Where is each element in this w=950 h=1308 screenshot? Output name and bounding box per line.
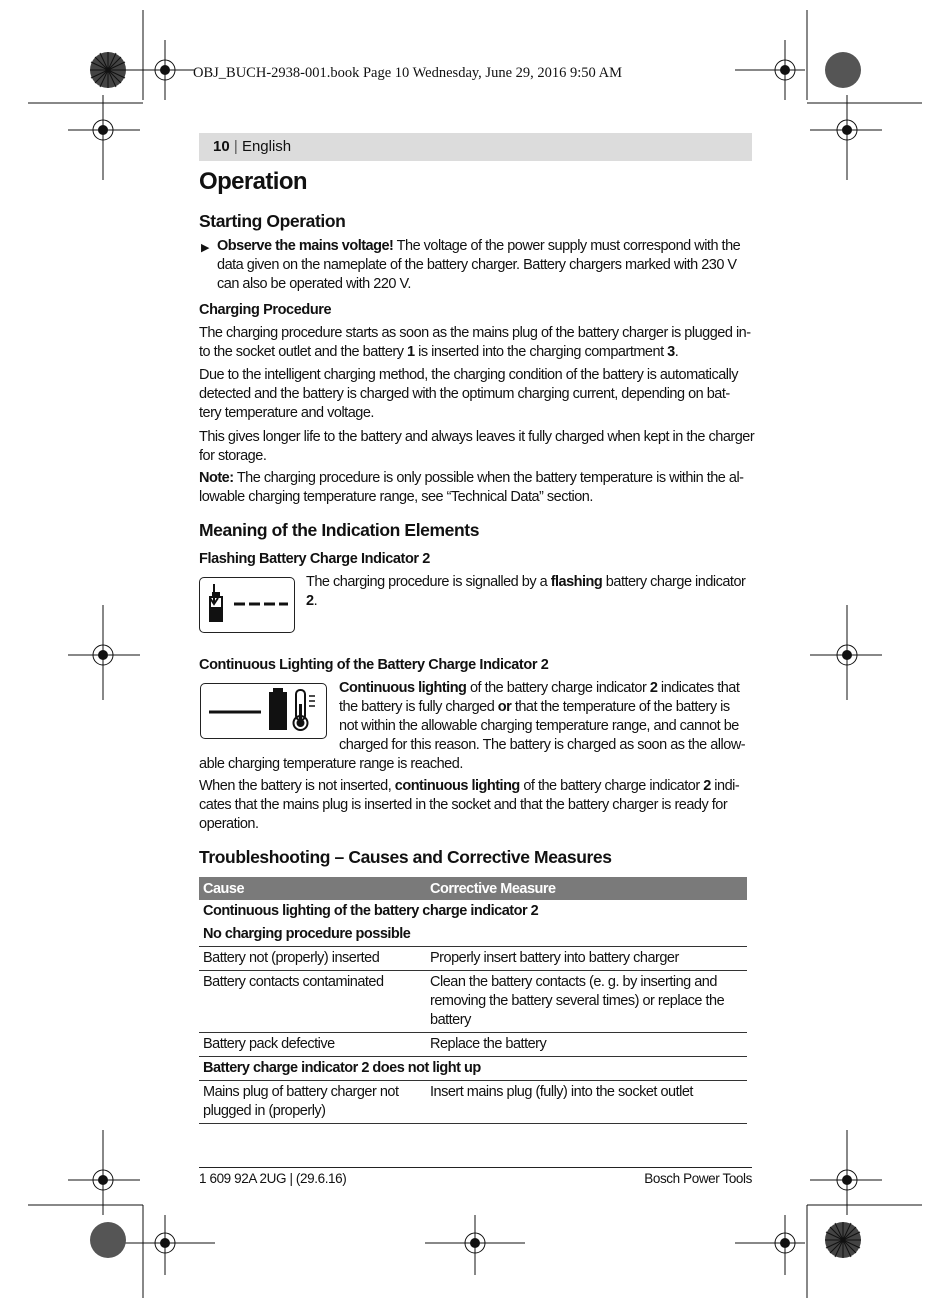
flashing-battery-indicator-icon bbox=[199, 577, 295, 633]
page-number: 10 bbox=[213, 138, 230, 155]
table-row: Battery pack defective Replace the battery bbox=[199, 1033, 747, 1057]
continuous-indicator-heading: Continuous Lighting of the Battery Charge Indicator 2 bbox=[199, 657, 549, 673]
bullet-text: Observe the mains voltage! The voltage of the power supply must correspond with the data given on the nameplate of the battery charger. Battery chargers marked with 230 V can also be operated with 220 V. bbox=[217, 238, 741, 292]
header-separator: | bbox=[233, 138, 238, 155]
table-row: Battery not (properly) inserted Properly insert battery into battery charger bbox=[199, 947, 747, 971]
print-slug: OBJ_BUCH-2938-001.book Page 10 Wednesday, June 29, 2016 9:50 AM bbox=[193, 65, 622, 81]
charging-procedure-heading: Charging Procedure bbox=[199, 302, 332, 318]
page-header-bar bbox=[199, 133, 752, 161]
continuous-indicator-text-end: able charging temperature range is reached. bbox=[199, 756, 463, 772]
charging-note: Note: The charging procedure is only possible when the battery temperature is within the al- lowable charging temperature range, see “Technical Data” section. bbox=[199, 470, 744, 505]
footer-document-code: 1 609 92A 2UG | (29.6.16) bbox=[199, 1171, 347, 1186]
table-row: Battery contacts contaminated Clean the battery contacts (e. g. by inserting and removing the battery several times) or replace the battery bbox=[199, 971, 747, 1033]
column-header-cause: Cause bbox=[199, 877, 426, 900]
indication-heading: Meaning of the Indication Elements bbox=[199, 520, 480, 540]
flashing-indicator-heading: Flashing Battery Charge Indicator 2 bbox=[199, 551, 430, 567]
charging-paragraph-2: Due to the intelligent charging method, the charging condition of the battery is automatically detected and the battery is charged with the optimum charging current, depending on bat- tery temperature and voltage. bbox=[199, 367, 738, 421]
continuous-indicator-text: Continuous lighting of the battery charge indicator 2 indicates that the battery is fully charged or that the temperature of the battery is not within the allowable charging temperature range, and cannot be charged for this reason. The battery is charged as soon as the allow- bbox=[339, 680, 746, 753]
troubleshooting-heading: Troubleshooting – Causes and Corrective Measures bbox=[199, 847, 612, 867]
footer-divider bbox=[199, 1167, 752, 1168]
continuous-battery-indicator-icon bbox=[200, 683, 327, 739]
bullet-arrow-icon: ▶ bbox=[201, 242, 209, 254]
flashing-indicator-text: The charging procedure is signalled by a flashing battery charge indicator 2. bbox=[306, 574, 746, 609]
section-title: Operation bbox=[199, 168, 307, 195]
table-section-subrow: No charging procedure possible bbox=[203, 926, 411, 942]
footer-brand: Bosch Power Tools bbox=[644, 1171, 752, 1186]
page-header bbox=[213, 138, 291, 155]
troubleshooting-table bbox=[199, 877, 747, 1124]
column-header-measure: Corrective Measure bbox=[426, 877, 747, 900]
not-inserted-paragraph: When the battery is not inserted, continuous lighting of the battery charge indicator 2 indi- cates that the mains plug is inserted in the socket and that the battery charger is ready for operation. bbox=[199, 778, 740, 832]
charging-paragraph-1: The charging procedure starts as soon as the mains plug of the battery charger is plugged in- to the socket outlet and the battery 1 is inserted into the charging compartment 3. bbox=[199, 325, 751, 360]
starting-operation-heading: Starting Operation bbox=[199, 211, 346, 231]
table-section-row: Battery charge indicator 2 does not light up bbox=[199, 1057, 747, 1081]
table-section-row: Continuous lighting of the battery charge indicator 2 bbox=[203, 903, 539, 919]
header-language: English bbox=[241, 138, 292, 155]
table-header-row bbox=[199, 877, 747, 900]
table-row: Mains plug of battery charger not plugged in (properly) Insert mains plug (fully) into the socket outlet bbox=[199, 1081, 747, 1124]
charging-paragraph-3: This gives longer life to the battery and always leaves it fully charged when kept in the charger for storage. bbox=[199, 429, 755, 464]
bullet-bold: Observe the mains voltage! bbox=[217, 238, 394, 254]
